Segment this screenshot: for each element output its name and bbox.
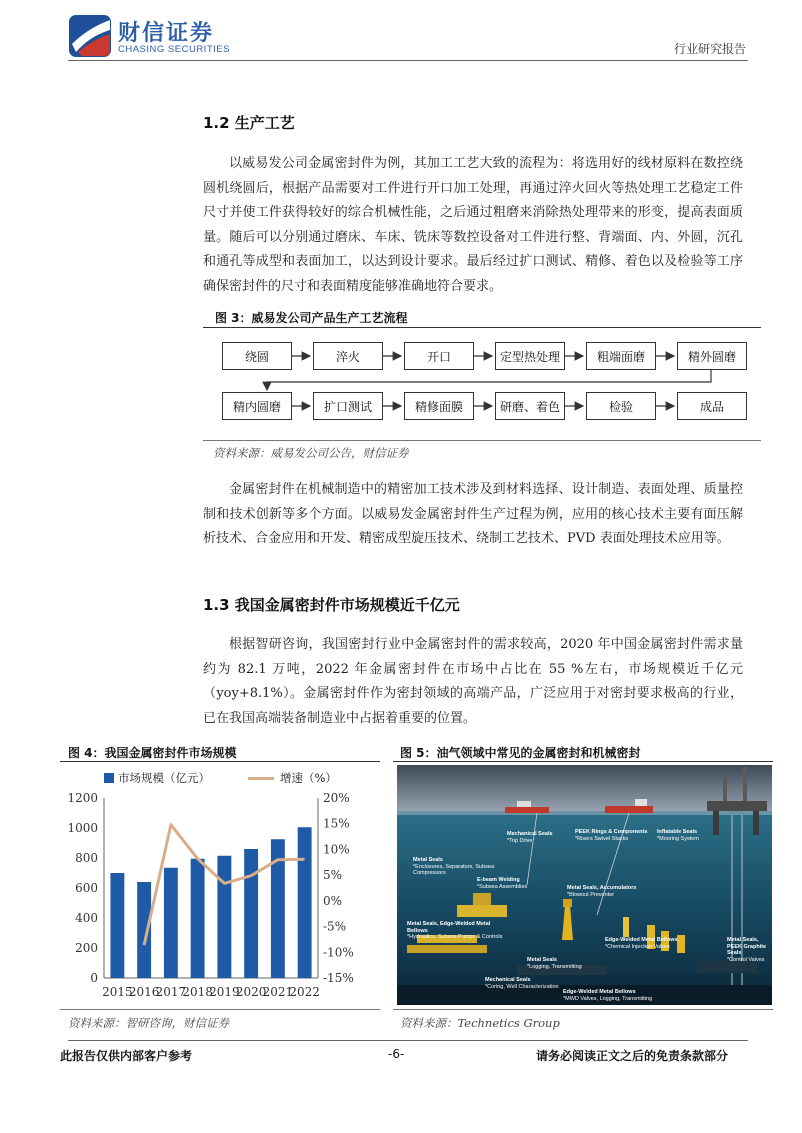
legend-label-growth: 增速（%） [280,771,337,785]
footer-disclaimer-left: 此报告仅供内部客户参考 [60,1049,193,1063]
flow-step-12: 成品 [677,392,747,420]
logo-chinese-name: 财信证券 [118,21,215,46]
figure-4-top-rule [60,761,380,762]
figure-5-bottom-rule [393,1009,773,1010]
report-type-label: 行业研究报告 [673,42,746,56]
y-left-tick-label: 600 [75,881,98,895]
y-right-tick-label: -10% [323,945,354,960]
y-right-tick-label: 5% [323,868,343,883]
y-left-tick-label: 800 [75,851,98,865]
x-tick-label: 2017 [155,985,187,999]
flow-step-8: 扩口测试 [313,392,383,420]
market-size-chart [60,786,380,1004]
section-heading-1-3: 1.3 我国金属密封件市场规模近千亿元 [203,596,460,614]
bar-market-size-2022 [298,827,312,978]
y-left-tick-label: 200 [75,941,98,955]
x-tick-label: 2020 [235,985,267,999]
y-right-tick-label: 10% [323,842,350,857]
figure-3-source: 资料来源：威易发公司公告，财信证券 [213,446,409,460]
y-left-tick-label: 1000 [67,821,98,835]
flow-step-3: 开口 [404,342,474,370]
figure-5-title: 图 5：油气领域中常见的金属密封和机械密封 [400,746,641,760]
flow-step-1: 绕圆 [222,342,292,370]
x-tick-label: 2021 [262,985,294,999]
oil-gas-seal-illustration: Mechanical Seals *Top Drive PEEK Rings & Components *Risers Swivel Stacks Inflatable Seals *Mooring System Metal Seals *Enclosures, Separators, Subsea Compressors E-beam Welding *Subsea Assemblies Metal Seals, Accumulators *Blowout Preventer Metal Seals, Edge-Welded Metal Bellows *Hydraulics, Subsea Pumps & Controls Edge-Welded Metal Bellows *Chemical Injection Valves Metal Seals, PEEK Graphite Seals *Control Valves Metal Seals *Logging, Transmitting Mechanical Seals *Coring, Well Characterization Edge-Welded Metal Bellows *MWD Valves, Logging, Transmitting [397,765,772,1005]
y-left-tick-label: 1200 [67,791,98,805]
figure-4-source: 资料来源：智研咨询，财信证券 [68,1016,229,1030]
figure-3-bottom-rule [203,440,761,441]
flow-step-11: 检验 [586,392,656,420]
flow-step-2: 淬火 [313,342,383,370]
x-tick-label: 2022 [289,985,320,999]
company-logo-icon [68,14,112,58]
x-tick-label: 2015 [102,985,133,999]
chart-legend [104,768,364,788]
figure-3-top-rule [203,327,761,328]
figure-5-top-rule [393,761,773,762]
legend-swatch-growth [248,777,274,780]
y-right-tick-label: 20% [323,791,350,805]
footer-divider [68,1040,748,1041]
section-heading-1-2: 1.2 生产工艺 [203,114,295,132]
y-left-tick-label: 0 [90,971,98,985]
figure-5-source: 资料来源：Technetics Group [400,1016,560,1030]
legend-swatch-market [104,773,114,783]
figure-3-title: 图 3：威易发公司产品生产工艺流程 [215,311,408,325]
bar-market-size-2017 [164,868,178,978]
y-right-tick-label: 0% [323,893,343,908]
header-divider [68,60,748,61]
flow-step-10: 研磨、着色 [495,392,565,420]
legend-label-market: 市场规模（亿元） [118,771,210,785]
section-paragraph-1-3: 根据智研咨询，我国密封行业中金属密封件的需求较高，2020 年中国金属密封件需求量约为 82.1 万吨，2022 年金属密封件在市场中占比在 55 %左右，市场规模近千亿元（yoy+8.1%）。金属密封件作为密封领域的高端产品，广泛应用于对密封要求极高的行业，已在我国高端装备制造业中占据着重要的位置。 [203,637,743,726]
logo-english-name: CHASING SECURITIES [118,44,230,55]
x-tick-label: 2016 [128,985,160,999]
flow-step-7: 精内圆磨 [222,392,292,420]
figure-4-bottom-rule [60,1009,380,1010]
footer-disclaimer-right: 请务必阅读正文之后的免责条款部分 [536,1049,729,1063]
y-right-tick-label: -5% [323,919,347,934]
y-right-tick-label: 15% [323,816,350,831]
bar-market-size-2015 [110,873,124,978]
flow-step-9: 精修面膜 [404,392,474,420]
x-tick-label: 2018 [182,985,213,999]
section-paragraph-1-2: 以威易发公司金属密封件为例，其加工工艺大致的流程为：将选用好的线材原料在数控绕圆机绕圆后，根据产品需要对工件进行开口加工处理，再通过淬火回火等热处理工艺稳定工件尺寸并使工件获得较好的综合机械性能，之后通过粗磨来消除热处理带来的形变，提高表面质量。随后可以分别通过磨床、车床、铣床等数控设备对工件进行整、背端面、内、外圆，沉孔和通孔等成型和表面加工，以达到设计要求。最后经过扩口测试、精修、着色以及检验等工序确保密封件的尺寸和表面精度能够准确地符合要求。 [203,156,743,294]
bar-market-size-2020 [244,849,258,978]
flow-step-4: 定型热处理 [495,342,565,370]
x-tick-label: 2019 [209,985,240,999]
bar-market-size-2019 [217,856,231,978]
y-right-tick-label: -15% [323,971,354,985]
tech-paragraph: 金属密封件在机械制造中的精密加工技术涉及到材料选择、设计制造、表面处理、质量控制和技术创新等多个方面。以威易发金属密封件生产过程为例，应用的核心技术主要有面压解析技术、合金应用和开发、精密成型旋压技术、绕制工艺技术、PVD 表面处理技术应用等。 [203,482,743,546]
page-number: -6- [388,1047,405,1061]
figure-4-title: 图 4：我国金属密封件市场规模 [68,746,237,760]
bar-market-size-2018 [191,859,205,978]
y-left-tick-label: 400 [75,911,98,925]
process-flow-diagram [203,330,761,440]
flow-step-5: 粗端面磨 [586,342,656,370]
flow-step-6: 精外圆磨 [677,342,747,370]
